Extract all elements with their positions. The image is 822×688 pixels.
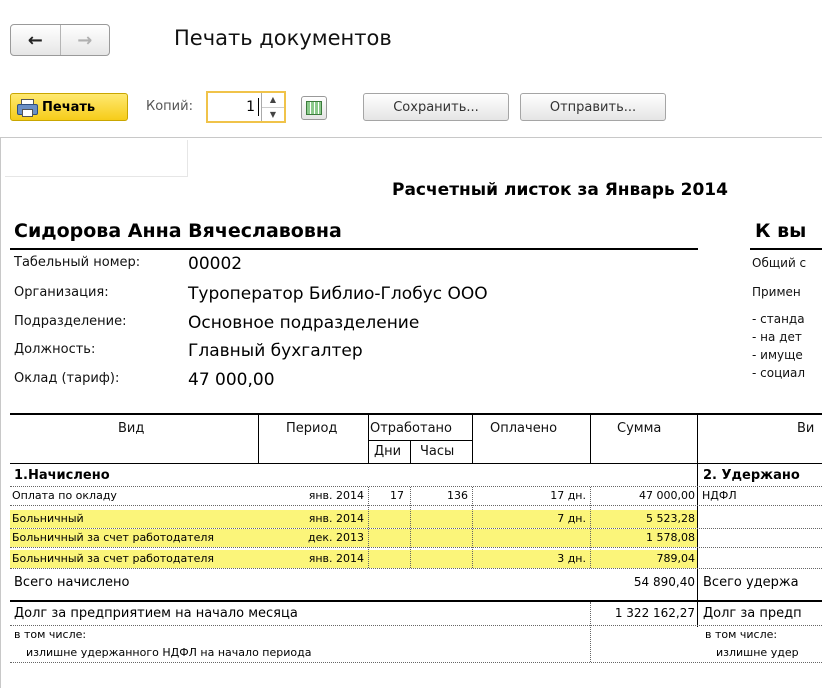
row-right: НДФЛ <box>702 489 737 502</box>
debt-label: Долг за предприятием на начало месяца <box>14 606 298 621</box>
row-sum: 789,04 <box>656 552 695 565</box>
field-label-organization: Организация: <box>14 285 109 300</box>
spinner-down-icon[interactable]: ▼ <box>269 109 277 119</box>
right-info-item: - имуще <box>752 348 803 362</box>
row-paid: 17 дн. <box>550 489 586 502</box>
copies-label: Копий: <box>146 99 193 114</box>
col-divider <box>590 602 591 662</box>
totals-separator <box>10 600 822 602</box>
spinner-up-icon[interactable]: ▲ <box>262 93 284 108</box>
col-divider <box>590 415 591 463</box>
section-withheld: 2. Удержано <box>703 468 800 483</box>
navigation-buttons <box>10 24 110 56</box>
forward-arrow-icon[interactable]: → <box>77 29 93 51</box>
copies-input[interactable] <box>206 91 286 123</box>
header-bottom-border <box>10 463 822 464</box>
field-value-salary: 47 000,00 <box>188 370 275 390</box>
excess-ndfl-label: излишне удержанного НДФЛ на начало периода <box>26 646 312 659</box>
row-paid: 3 дн. <box>557 552 586 565</box>
table-row-highlighted[interactable] <box>10 510 822 528</box>
row-period: янв. 2014 <box>308 552 364 565</box>
table-top-border <box>10 413 822 415</box>
row-hours: 136 <box>447 489 468 502</box>
row-separator <box>10 547 822 548</box>
window-title: Печать документов <box>174 26 392 50</box>
table-row-highlighted[interactable] <box>10 529 822 547</box>
col-divider <box>410 487 411 568</box>
row-paid: 7 дн. <box>557 512 586 525</box>
col-divider <box>258 415 259 463</box>
col-divider <box>472 487 473 568</box>
row-period: дек. 2013 <box>307 531 364 544</box>
row-separator <box>10 662 822 663</box>
col-divider <box>472 415 473 463</box>
employee-name: Сидорова Анна Вячеславовна <box>14 220 342 242</box>
copies-spinner[interactable] <box>261 93 284 121</box>
printer-icon <box>17 99 37 115</box>
col-header-vid: Вид <box>118 421 145 436</box>
section-accrued: 1.Начислено <box>14 468 110 483</box>
corner-cell <box>5 140 188 177</box>
including-label: в том числе: <box>14 628 87 641</box>
worked-subheader-line <box>368 440 472 441</box>
col-header-worked: Отработано <box>370 421 452 436</box>
row-name: Больничный <box>12 512 84 525</box>
debt-value: 1 322 162,27 <box>614 606 695 620</box>
name-underline <box>10 248 698 250</box>
excess-right-label: излишне удер <box>716 646 799 659</box>
row-period: янв. 2014 <box>308 489 364 502</box>
field-value-department: Основное подразделение <box>188 313 420 333</box>
table-row-highlighted[interactable] <box>10 550 822 568</box>
right-info-item: - станда <box>752 312 805 326</box>
col-header-sum: Сумма <box>617 421 662 436</box>
total-withheld-label: Всего удержа <box>703 575 799 590</box>
right-info-item: Примен <box>752 285 801 299</box>
total-accrued-label: Всего начислено <box>14 575 130 590</box>
field-label-salary: Оклад (тариф): <box>14 371 120 386</box>
field-label-tab-number: Табельный номер: <box>14 255 141 270</box>
row-sum: 47 000,00 <box>639 489 695 502</box>
col-header-paid: Оплачено <box>490 421 558 436</box>
right-info-item: - на дет <box>752 330 802 344</box>
row-name: Больничный за счет работодателя <box>12 552 215 565</box>
col-header-days: Дни <box>374 444 402 459</box>
copies-value[interactable]: 1 <box>246 99 255 115</box>
row-separator <box>10 625 822 626</box>
text-caret <box>258 98 259 116</box>
right-info-item: - социал <box>752 366 806 380</box>
row-sum: 1 578,08 <box>646 531 695 544</box>
col-divider <box>368 487 369 568</box>
payslip-title: Расчетный листок за Январь 2014 <box>392 180 728 200</box>
payout-heading: К вы <box>755 220 807 242</box>
table-settings-icon <box>306 101 322 115</box>
field-label-department: Подразделение: <box>14 314 127 329</box>
send-button[interactable]: Отправить... <box>520 93 666 121</box>
back-arrow-icon[interactable]: ← <box>11 25 61 55</box>
row-separator <box>10 505 822 506</box>
table-row[interactable] <box>10 487 822 505</box>
field-value-organization: Туроператор Библио-Глобус ООО <box>188 284 488 304</box>
total-accrued-value: 54 890,40 <box>633 575 695 589</box>
row-name: Оплата по окладу <box>12 489 117 502</box>
payout-underline <box>750 248 822 250</box>
print-settings-button[interactable] <box>301 96 327 120</box>
col-header-vid-right: Ви <box>797 421 815 436</box>
col-header-hours: Часы <box>420 444 455 459</box>
debt-right-label: Долг за предп <box>703 606 802 621</box>
row-name: Больничный за счет работодателя <box>12 531 215 544</box>
including-right-label: в том числе: <box>705 628 778 641</box>
field-label-position: Должность: <box>14 342 96 357</box>
field-value-tab-number: 00002 <box>188 254 243 274</box>
right-info-item: Общий с <box>752 256 807 270</box>
col-divider <box>368 415 369 463</box>
save-button[interactable]: Сохранить... <box>363 93 509 121</box>
row-period: янв. 2014 <box>308 512 364 525</box>
print-button[interactable] <box>10 93 128 121</box>
row-sum: 5 523,28 <box>646 512 695 525</box>
col-divider <box>410 440 411 463</box>
row-separator <box>10 568 822 569</box>
row-days: 17 <box>390 489 404 502</box>
col-header-period: Период <box>286 421 338 436</box>
print-button-label: Печать <box>42 99 96 115</box>
col-divider <box>590 487 591 568</box>
field-value-position: Главный бухгалтер <box>188 341 363 361</box>
